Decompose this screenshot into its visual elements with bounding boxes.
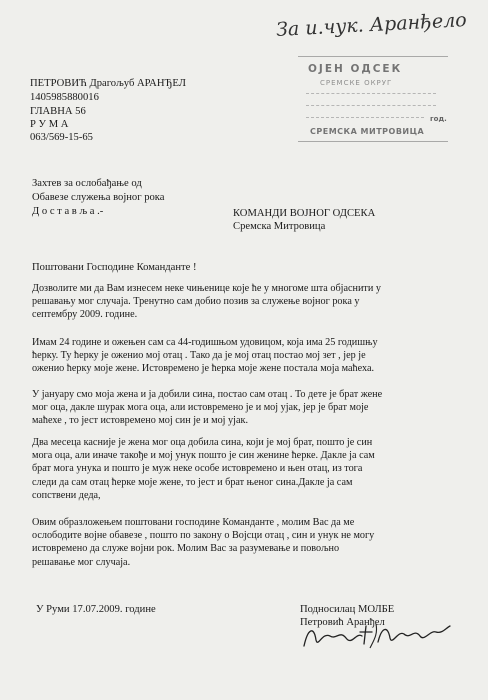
sender-name: ПЕТРОВИЋ Драгољуб АРАНЂЕЛ [30, 78, 186, 89]
signatory-line-1: Подносилац МОЛБЕ [300, 604, 395, 615]
paragraph-line: оженио ћерку моје жене. Истовремено је ћерка моје жене постала моја маћеха. [32, 363, 375, 375]
place-date: У Руми 17.07.2009. године [36, 604, 156, 615]
signatory-line-2: Петровић Аранђел [300, 617, 385, 628]
paragraph-line: мога оца, али иначе такође и мој унук пошто је син женине ћерке. Дакле ја сам [32, 450, 375, 462]
paragraph-line: решавању мог случаја. Тренутно сам добио позив за служење војног рока у [32, 296, 360, 308]
paragraph-line: Дозволите ми да Вам изнесем неке чињенице које ће у многоме шта објаснити у [32, 283, 381, 294]
paragraph-line: сопствени деда, [32, 489, 101, 501]
sender-id-number: 1405985880016 [30, 92, 99, 103]
paragraph-line: истовремено да служе војни рок. Молим Вас за разумевање и повољно [32, 543, 340, 555]
paragraph-line: Два месеца касније је жена мог оца добила сина, који је мој брат, пошто је син [32, 437, 373, 448]
subject-line-1: Захтев за ослобађање од [32, 178, 142, 189]
handwritten-note: За и.чук. Аранђело [275, 9, 468, 41]
sender-street: ГЛАВНА 56 [30, 106, 86, 117]
stamp-line-3: СРЕМСКА МИТРОВИЦА [310, 127, 425, 136]
paragraph-line: маћехе , то јест истовремено мој син је и мој ујак. [32, 415, 248, 427]
paragraph-5 [32, 516, 442, 569]
stamp-line-1: ОЈЕН ОДСЕК [308, 63, 403, 75]
subject-line-3: Д о с т а в љ а .- [32, 206, 104, 217]
paragraph-line: У јануару смо моја жена и ја добили сина, постао сам отац . То дете је брат жене [32, 389, 383, 400]
paragraph-line: решавање мог случаја. [32, 556, 131, 568]
paragraph-line: ћерку. Ту ћерку је оженио мој отац . Тако да је мој отац постао мој зет , јер је [32, 350, 366, 362]
office-stamp [298, 56, 448, 142]
paragraph-1 [32, 282, 442, 322]
subject-line-2: Обавезе служења војног рока [32, 192, 165, 203]
paragraph-line: следи да сам отац ћерке моје жене, то јест и брат њеног сина.Дакле ја сам [32, 476, 353, 488]
handwritten-signature [300, 618, 452, 652]
sender-city: Р У М А [30, 119, 69, 130]
paragraph-line: Имам 24 године и ожењен сам са 44-годишњом удовицом, која има 25 годишњу [32, 337, 378, 348]
stamp-line-2: СРЕМСКЕ ОКРУГ [320, 79, 393, 87]
greeting: Поштовани Господине Команданте ! [32, 262, 197, 273]
recipient-line-2: Сремска Митровица [233, 221, 326, 232]
paragraph-line: Овим образложењем поштовани господине Команданте , молим Вас да ме [32, 517, 355, 528]
recipient-line-1: КОМАНДИ ВОЈНОГ ОДСЕКА [233, 208, 376, 219]
sender-phone: 063/569-15-65 [30, 132, 93, 143]
paragraph-line: мог оца, дакле шурак мога оца, али истовремено је и мој ујак, јер је брат моје [32, 402, 369, 414]
paragraph-2 [32, 336, 442, 376]
paragraph-line: брат мога унука и пошто је муж неке особе истовремено и њен отац, из тога [32, 463, 363, 475]
paragraph-line: септембру 2009. године. [32, 309, 138, 321]
paragraph-line: ослободите војне обавезе , пошто по закону о Војсци отац , син и унук не могу [32, 530, 375, 542]
stamp-year-suffix: год. [430, 115, 447, 123]
paragraph-3 [32, 388, 442, 428]
paragraph-4 [32, 436, 442, 502]
